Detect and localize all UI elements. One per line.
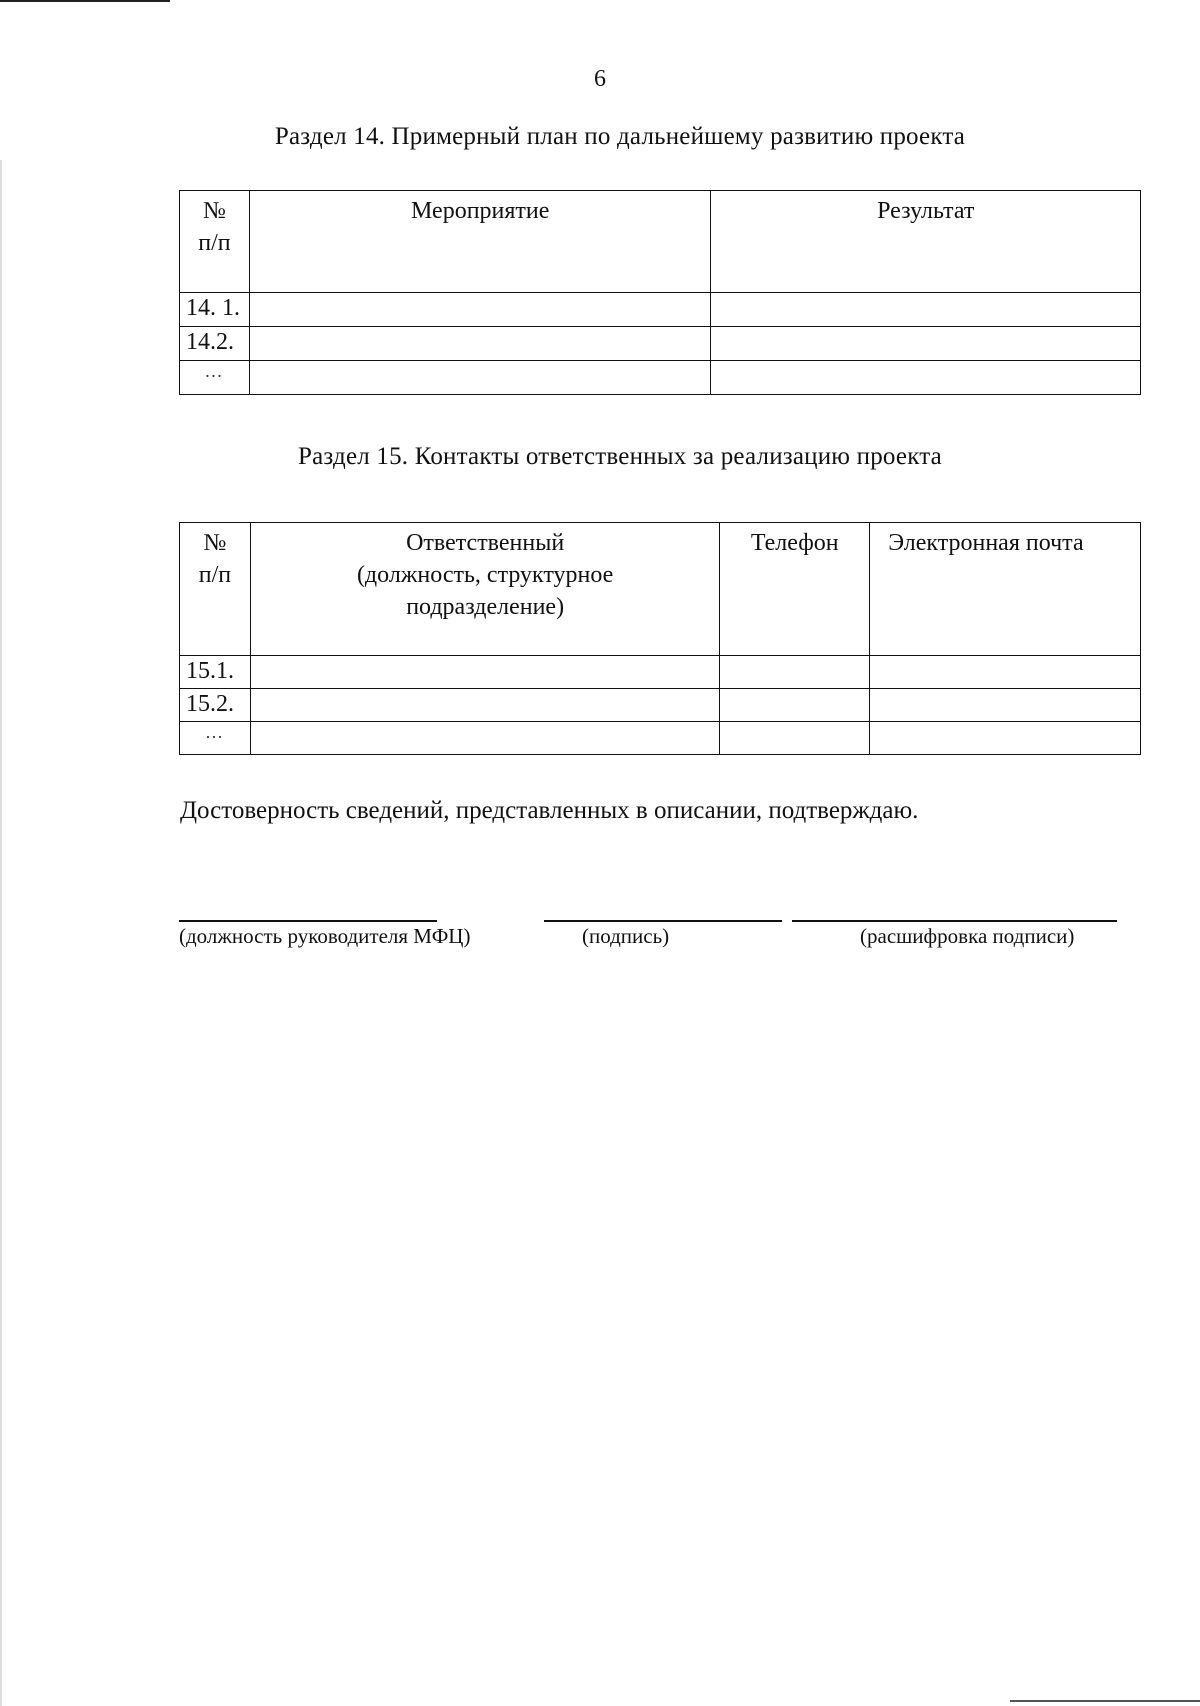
table-row bbox=[180, 656, 1141, 689]
position-signature-line[interactable] bbox=[179, 920, 437, 922]
header-event: Мероприятие bbox=[249, 191, 711, 293]
result-cell[interactable] bbox=[711, 293, 1141, 327]
row-number: 15.1. bbox=[180, 656, 251, 689]
header-number-pp: п/п bbox=[198, 562, 232, 588]
header-responsible bbox=[250, 523, 719, 656]
email-cell[interactable] bbox=[870, 689, 1141, 722]
table-row bbox=[180, 689, 1141, 722]
row-number: 15.2. bbox=[180, 689, 251, 722]
page-number: 6 bbox=[594, 66, 606, 92]
event-cell[interactable] bbox=[249, 293, 711, 327]
header-number bbox=[180, 523, 251, 656]
signature-decoding-line[interactable] bbox=[792, 920, 1117, 922]
section-14-title: Раздел 14. Примерный план по дальнейшему развитию проекта bbox=[274, 123, 966, 150]
header-result: Результат bbox=[711, 191, 1141, 293]
development-plan-table bbox=[179, 190, 1141, 395]
scan-edge-mark-top bbox=[0, 0, 170, 2]
row-ellipsis: … bbox=[180, 361, 250, 395]
responsible-cell[interactable] bbox=[250, 656, 719, 689]
signature-caption: (подпись) bbox=[582, 924, 670, 948]
responsible-cell[interactable] bbox=[250, 689, 719, 722]
contacts-table bbox=[179, 522, 1141, 755]
row-ellipsis: … bbox=[180, 722, 251, 755]
responsible-cell[interactable] bbox=[250, 722, 719, 755]
row-number: 14. 1. bbox=[180, 293, 250, 327]
email-cell[interactable] bbox=[870, 722, 1141, 755]
decoding-caption: (расшифровка подписи) bbox=[860, 924, 1075, 948]
email-cell[interactable] bbox=[870, 656, 1141, 689]
phone-cell[interactable] bbox=[720, 689, 870, 722]
table-row bbox=[180, 722, 1141, 755]
header-phone: Телефон bbox=[720, 523, 870, 656]
phone-cell[interactable] bbox=[720, 656, 870, 689]
table-row bbox=[180, 327, 1141, 361]
event-cell[interactable] bbox=[249, 361, 711, 395]
table-header-row bbox=[180, 523, 1141, 656]
signature-line[interactable] bbox=[544, 920, 782, 922]
section-15-title: Раздел 15. Контакты ответственных за реализацию проекта bbox=[298, 443, 942, 470]
result-cell[interactable] bbox=[711, 361, 1141, 395]
header-number-pp: п/п bbox=[198, 230, 231, 256]
header-responsible-note-cont: подразделение) bbox=[406, 594, 565, 620]
event-cell[interactable] bbox=[249, 327, 711, 361]
result-cell[interactable] bbox=[711, 327, 1141, 361]
confirmation-statement: Достоверность сведений, представленных в описании, подтверждаю. bbox=[180, 797, 919, 824]
header-responsible-note: (должность, структурное bbox=[356, 562, 614, 588]
table-row bbox=[180, 293, 1141, 327]
phone-cell[interactable] bbox=[720, 722, 870, 755]
header-responsible-title: Ответственный bbox=[406, 530, 565, 556]
header-email: Электронная почта bbox=[870, 523, 1141, 656]
position-caption: (должность руководителя МФЦ) bbox=[179, 924, 471, 948]
scan-edge-mark-left bbox=[0, 160, 2, 1706]
header-number-sign: № bbox=[203, 530, 227, 556]
row-number: 14.2. bbox=[180, 327, 250, 361]
table-row bbox=[180, 361, 1141, 395]
table-header-row bbox=[180, 191, 1141, 293]
header-number bbox=[180, 191, 250, 293]
scan-edge-mark-bottom bbox=[1010, 1700, 1200, 1702]
header-number-sign: № bbox=[203, 198, 226, 224]
